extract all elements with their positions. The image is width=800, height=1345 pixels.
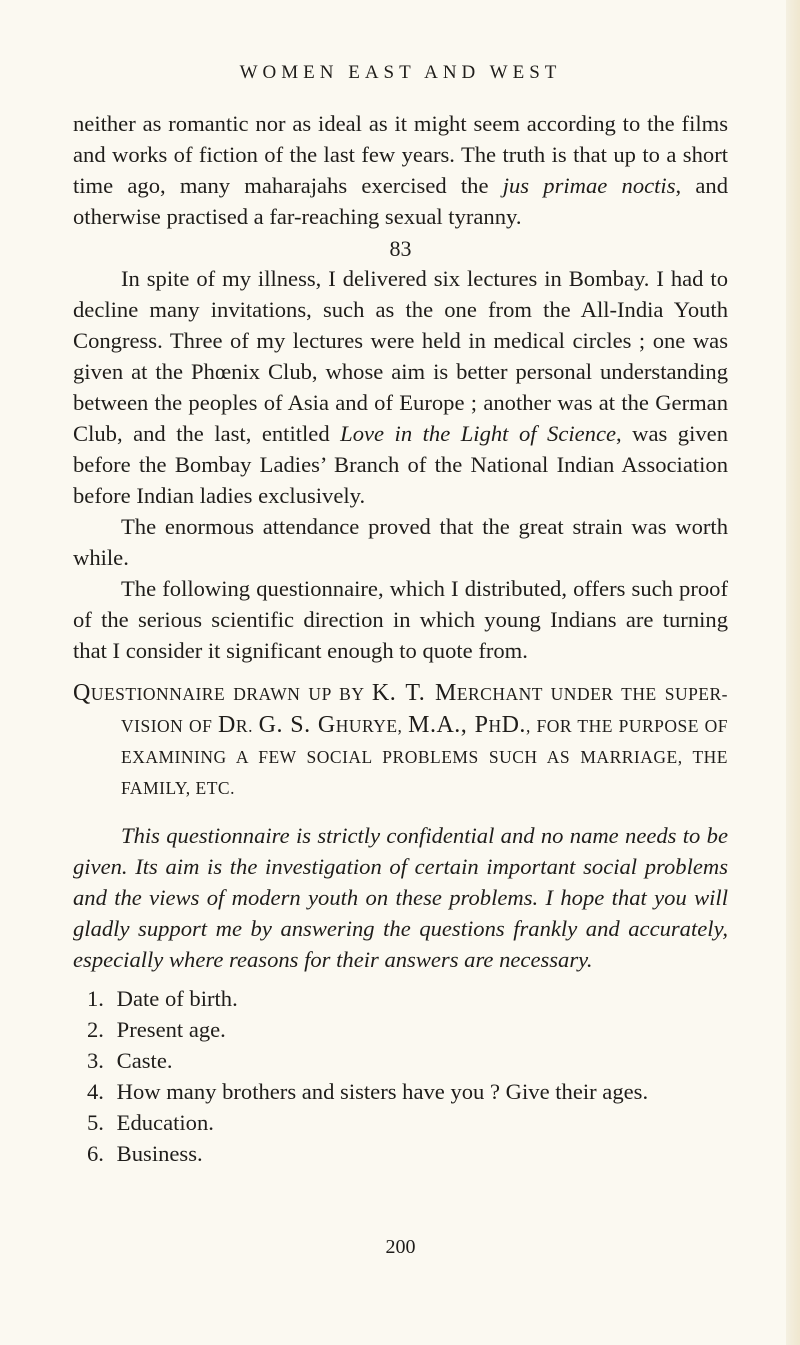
paragraph-questionnaire-intro: The following questionnaire, which I distributed, offers such proof of the serious scientific direction in which young Indians are turning that I consider it significant enough to quote from. [73, 576, 728, 663]
page-number: 200 [385, 1236, 416, 1258]
list-item: 2. Present age. [87, 1017, 226, 1042]
paragraph-attendance: The enormous attendance proved that the great strain was worth while. [73, 514, 728, 570]
questionnaire-italic-intro: This questionnaire is strictly confidential and no name needs to be given. Its aim is the investigation of certain important social problems and the views of modern youth on these problems. I hope that you will gladly support me by answering the questions frankly and accurately, especially where reasons for their answers are necessary. [73, 823, 728, 972]
list-item: 3. Caste. [87, 1048, 173, 1073]
list-item: 4. How many brothers and sisters have you ? Give their ages. [87, 1079, 649, 1104]
list-item: 6. Business. [87, 1141, 203, 1166]
running-head: WOMEN EAST AND WEST [239, 62, 562, 83]
latin-phrase: jus primae noctis [502, 173, 676, 198]
list-item: 1. Date of birth. [87, 986, 238, 1011]
body-text [73, 108, 728, 1169]
questionnaire-heading: QUESTIONNAIRE DRAWN UP BY K. T. MERCHANT UNDER THE SUPER-VISION OF DR. G. S. GHURYE, M.A., PHD., FOR THE PURPOSE OF EXAMINING A FEW SOCIAL PROBLEMS SUCH AS MARRIAGE, THE FAMILY, ETC. [73, 680, 728, 798]
page-edge-shadow [786, 0, 800, 1345]
list-item: 5. Education. [87, 1110, 214, 1135]
lecture-title: Love in the Light of Science [340, 421, 617, 446]
section-number: 83 [389, 236, 412, 261]
paragraph-continuation: neither as romantic nor as ideal as it might seem according to the films and works of fiction of the last few years. The truth is that up to a short time ago, many maharajahs exercised the jus primae noctis, and otherwise practised a far-reaching sexual tyranny. [73, 111, 728, 229]
questions-list [73, 983, 728, 1169]
paragraph-lectures: In spite of my illness, I delivered six lectures in Bombay. I had to decline many invitations, such as the one from the All-India Youth Congress. Three of my lectures were held in medical circles ; one was given at the Phœnix Club, whose aim is better personal understanding between the peoples of Asia and of Europe ; another was at the German Club, and the last, entitled Love in the Light of Science, was given before the Bombay Ladies’ Branch of the National Indian Association before Indian ladies exclusively. [73, 266, 729, 508]
